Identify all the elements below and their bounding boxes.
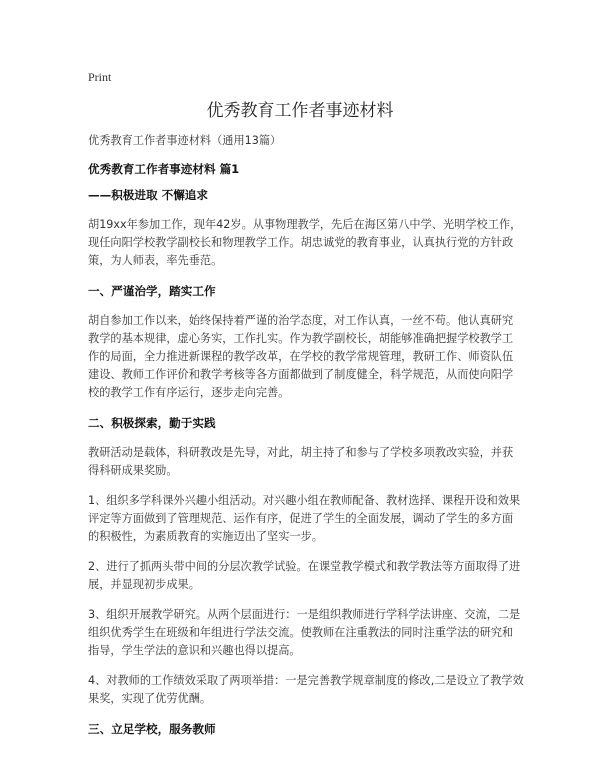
intro-paragraph: 胡19xx年参加工作，现年42岁。从事物理教学，先后在海区第八中学、光明学校工作，现任向阳学校教学副校长和物理教学工作。胡忠诚党的教育事业，认真执行党的方针政策，为人师表，率先垂范。 <box>88 218 522 267</box>
page-title: 优秀教育工作者事迹材料 <box>206 101 394 121</box>
section-1-heading: 一、严谨治学，踏实工作 <box>88 284 216 298</box>
section-2-intro: 教研活动是载体，科研教改是先导，对此，胡主持了和参与了学校多项教改实验，并获得科研成果奖励。 <box>88 446 514 477</box>
document-body <box>88 132 524 750</box>
article-heading: 优秀教育工作者事迹材料 篇1 <box>88 162 240 176</box>
section-2-item-1: 1、组织多学科课外兴趣小组活动。对兴趣小组在教师配备、教材选择、课程开设和效果评定等方面做到了管理规范、运作有序，促进了学生的全面发展，调动了学生的多方面的积极性，为素质教育的实施迈出了坚实一步。 <box>88 494 521 543</box>
document-subtitle: 优秀教育工作者事迹材料（通用13篇） <box>88 134 282 147</box>
section-1-paragraph: 胡自参加工作以来，始终保持着严谨的治学态度，对工作认真，一丝不苟。他认真研究教学的基本规律，虚心务实，工作扎实。作为教学副校长，胡能够准确把握学校教学工作的局面，全力推进新课程的教学改革，在学校的教学常规管理，教研工作、师资队伍建设、教师工作评价和教学考核等各方面都做到了制度健全，科学规范，从而使向阳学校的教学工作有序运行，逐步走向完善。 <box>88 314 514 399</box>
section-2-item-2: 2、进行了抓两头带中间的分层次教学试验。在课堂教学模式和教学教法等方面取得了进展，并显现初步成果。 <box>88 560 521 591</box>
section-2-heading: 二、积极探索，勤于实践 <box>88 416 216 430</box>
print-label: Print <box>88 70 112 84</box>
section-2-item-4: 4、对教师的工作绩效采取了两项举措：一是完善教学规章制度的修改,二是设立了教学效果奖，实现了优劳优酬。 <box>88 674 524 705</box>
section-2-item-3: 3、组织开展教学研究。从两个层面进行：一是组织教师进行学科学法讲座、交流，二是组织优秀学生在班级和年组进行学法交流。使教师在注重教法的同时注重学法的研究和指导，学生学法的意识和兴趣也得以提高。 <box>88 608 521 657</box>
section-3-heading: 三、立足学校，服务教师 <box>88 722 216 736</box>
article-motto: ——积极进取 不懈追求 <box>88 188 208 202</box>
